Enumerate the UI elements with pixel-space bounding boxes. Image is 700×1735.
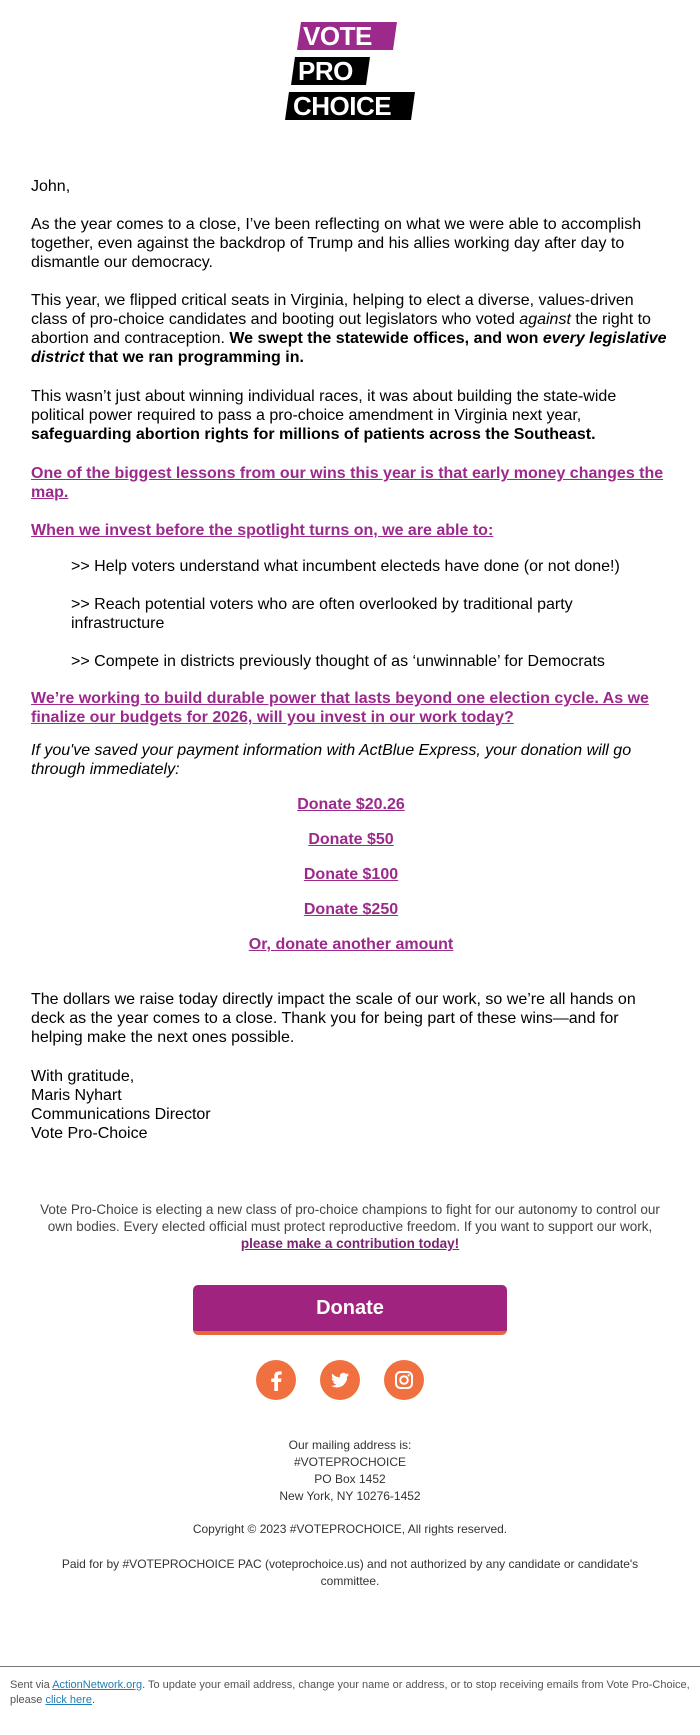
- actionnetwork-link[interactable]: ActionNetwork.org: [52, 1679, 143, 1691]
- copyright: Copyright © 2023 #VOTEPROCHOICE, All rights reserved.: [192, 1522, 508, 1536]
- contribution-link[interactable]: please make a contribution today!: [240, 1236, 460, 1251]
- twitter-icon[interactable]: [320, 1360, 360, 1400]
- footer-mission: Vote Pro-Choice is electing a new class of pro-choice champions to fight for our autonomy to control our own bodies. Every elected official must protect reproductive freedom. If you want to support our work, please make a contribution today!: [40, 1202, 660, 1251]
- donate-50-link[interactable]: Donate $50: [308, 831, 394, 848]
- signoff-name: Maris Nyhart: [31, 1087, 122, 1104]
- instagram-icon[interactable]: [384, 1360, 424, 1400]
- footer-divider: [0, 1666, 700, 1667]
- logo-line-vote: VOTE: [297, 22, 397, 50]
- logo-line-choice: CHOICE: [285, 92, 415, 120]
- vote-pro-choice-logo: [287, 22, 417, 126]
- paid-for-disclaimer: Paid for by #VOTEPROCHOICE PAC (voteprochoice.us) and not authorized by any candidate or candidate's committee.: [61, 1557, 639, 1588]
- mailing-org: #VOTEPROCHOICE: [293, 1455, 407, 1469]
- donate-20-26-link[interactable]: Donate $20.26: [297, 796, 405, 813]
- paragraph-intro: As the year comes to a close, I’ve been reflecting on what we were able to accomplish together, even against the backdrop of Trump and his allies working day after day to dismantle our democracy.: [31, 216, 642, 271]
- bullet-item: >> Reach potential voters who are often overlooked by traditional party infrastructure: [71, 596, 573, 632]
- greeting: John,: [31, 178, 71, 195]
- facebook-icon[interactable]: [256, 1360, 296, 1400]
- invest-before-link[interactable]: When we invest before the spotlight turns on, we are able to:: [31, 522, 494, 539]
- paragraph-closing: The dollars we raise today directly impact the scale of our work, so we’re all hands on deck as the year comes to a close. Thank you for being part of these wins—and for helping make the next ones possible.: [31, 991, 636, 1046]
- unsubscribe-notice: Sent via ActionNetwork.org. To update your email address, change your name or address, or to stop receiving emails from Vote Pro-Choice, please click here.: [10, 1679, 690, 1706]
- paragraph-wins: This year, we flipped critical seats in Virginia, helping to elect a diverse, values-driven class of pro-choice candidates and booting out legislators who voted against the right to abortion and contraception. We swept the statewide offices, and won every legislative district that we ran programming in.: [31, 292, 667, 366]
- donate-250-link[interactable]: Donate $250: [303, 901, 399, 918]
- mailing-po-box: PO Box 1452: [314, 1472, 386, 1486]
- mailing-label: Our mailing address is:: [288, 1438, 412, 1452]
- bullet-item: >> Help voters understand what incumbent electeds have done (or not done!): [71, 558, 620, 575]
- click-here-link[interactable]: click here: [45, 1694, 92, 1706]
- invest-today-link[interactable]: We’re working to build durable power that lasts beyond one election cycle. As we finalize our budgets for 2026, will you invest in our work today?: [31, 690, 649, 726]
- donate-other-amount-link[interactable]: Or, donate another amount: [248, 936, 454, 953]
- signoff-org: Vote Pro-Choice: [31, 1125, 148, 1142]
- signoff-title: Communications Director: [31, 1106, 211, 1123]
- signoff-line: With gratitude,: [31, 1068, 135, 1085]
- early-money-link[interactable]: One of the biggest lessons from our wins this year is that early money changes the map.: [31, 465, 664, 501]
- bullet-item: >> Compete in districts previously thought of as ‘unwinnable’ for Democrats: [71, 653, 605, 670]
- paragraph-power: This wasn’t just about winning individual races, it was about building the state-wide political power required to pass a pro-choice amendment in Virginia next year, safeguarding abortion rights for millions of patients across the Southeast.: [31, 388, 617, 443]
- actblue-note: If you've saved your payment information with ActBlue Express, your donation will go through immediately:: [31, 742, 632, 778]
- donate-button[interactable]: Donate: [193, 1285, 507, 1335]
- mailing-city: New York, NY 10276-1452: [279, 1489, 421, 1503]
- donate-100-link[interactable]: Donate $100: [303, 866, 399, 883]
- logo-line-pro: PRO: [291, 57, 370, 85]
